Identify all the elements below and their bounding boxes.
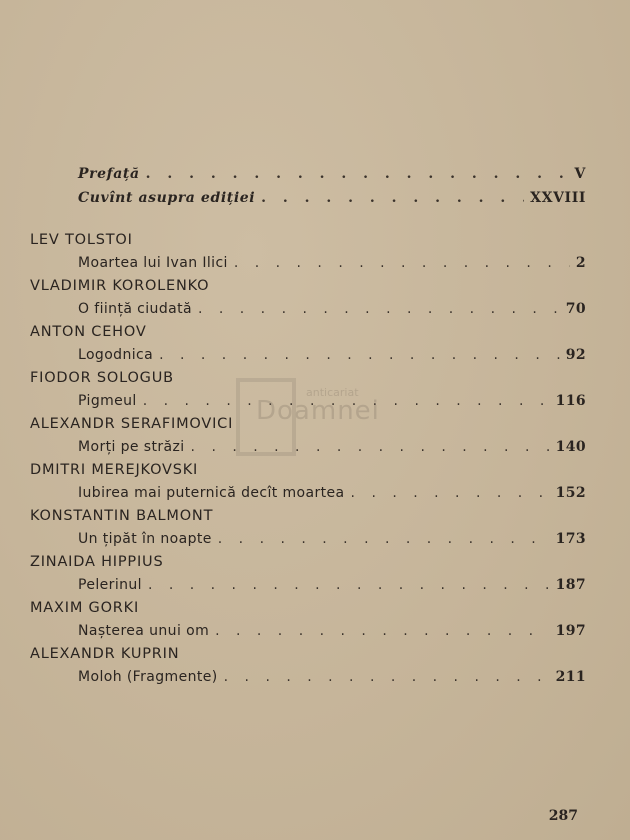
toc-page: 187 — [555, 577, 586, 593]
toc-work-row — [78, 347, 586, 363]
toc-work-title: Moartea lui Ivan Ilici — [78, 255, 228, 271]
toc-author: ZINAIDA HIPPIUS — [30, 554, 164, 570]
dot-leader — [198, 301, 560, 317]
front-matter-row-edition-note — [78, 190, 586, 212]
front-matter-page: XXVIII — [530, 190, 586, 206]
dot-leader — [234, 255, 570, 271]
toc-work-title: Morți pe străzi — [78, 439, 185, 455]
dot-leader — [261, 190, 524, 206]
toc-author: MAXIM GORKI — [30, 600, 140, 616]
dot-leader — [218, 531, 550, 547]
toc-work-title: Nașterea unui om — [78, 623, 210, 639]
toc-work-title: O ființă ciudată — [78, 301, 192, 317]
watermark-logo — [236, 378, 396, 456]
toc-work-row — [78, 531, 586, 547]
front-matter-title: Prefață — [78, 166, 140, 182]
front-matter-page: V — [574, 166, 586, 182]
dot-leader — [224, 669, 550, 685]
dot-leader — [148, 577, 550, 593]
toc-page: 152 — [555, 485, 586, 501]
toc-work-row — [78, 623, 586, 639]
dot-leader — [159, 347, 560, 363]
toc-page: 197 — [555, 623, 586, 639]
toc-author: FIODOR SOLOGUB — [30, 370, 174, 386]
toc-page: 140 — [555, 439, 586, 455]
toc-work-title: Iubirea mai puternică decît moartea — [78, 485, 345, 501]
dot-leader — [215, 623, 549, 639]
toc-author: DMITRI MEREJKOVSKI — [30, 462, 199, 478]
toc-author: ANTON CEHOV — [30, 324, 147, 340]
toc-work-row — [78, 485, 586, 501]
watermark-small-text: anticariat — [306, 386, 359, 399]
toc-work-row — [78, 669, 586, 685]
toc-work-row — [78, 301, 586, 317]
toc-page: 116 — [555, 393, 586, 409]
toc-work-title: Pigmeul — [78, 393, 137, 409]
toc-author: KONSTANTIN BALMONT — [30, 508, 214, 524]
watermark-big-text: Doamnei — [256, 396, 380, 426]
toc-work-title: Pelerinul — [78, 577, 142, 593]
page-number: 287 — [548, 808, 578, 824]
toc-page: 2 — [575, 255, 586, 271]
toc-work-row — [78, 577, 586, 593]
dot-leader — [146, 166, 569, 182]
front-matter-row-preface — [78, 166, 586, 188]
toc-work-row — [78, 255, 586, 271]
toc-author: LEV TOLSTOI — [30, 232, 133, 248]
toc-page: 173 — [555, 531, 586, 547]
dot-leader — [351, 485, 550, 501]
toc-author: ALEXANDR KUPRIN — [30, 646, 180, 662]
front-matter-title: Cuvînt asupra ediției — [78, 190, 256, 206]
toc-work-title: Un țipăt în noapte — [78, 531, 212, 547]
toc-work-title: Logodnica — [78, 347, 154, 363]
toc-author: ALEXANDR SERAFIMOVICI — [30, 416, 234, 432]
toc-page: 92 — [565, 347, 586, 363]
toc-work-title: Moloh (Fragmente) — [78, 669, 218, 685]
toc-author: VLADIMIR KOROLENKO — [30, 278, 210, 294]
toc-page: 211 — [555, 669, 586, 685]
toc-page: 70 — [565, 301, 586, 317]
